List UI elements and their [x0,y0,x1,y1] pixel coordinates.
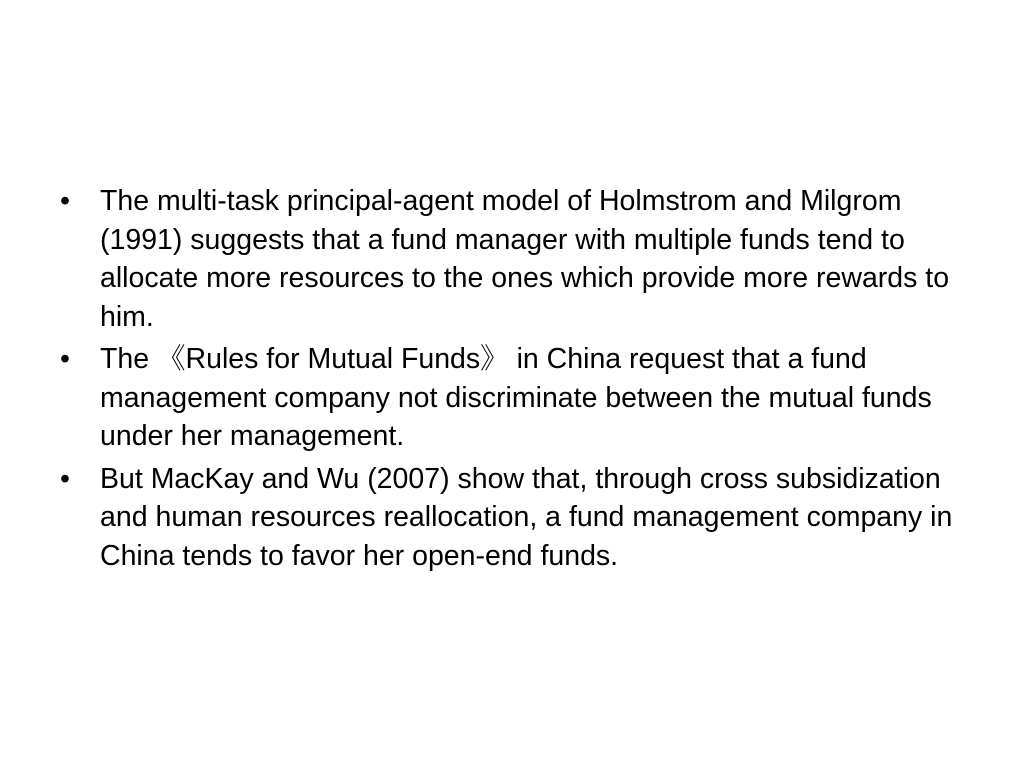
bullet-text: The multi-task principal-agent model of Holmstrom and Milgrom (1991) suggests that a fund manager with multiple funds tend to allocate more resources to the ones which provide more rewards to him. [100,185,950,333]
bullet-text: But MacKay and Wu (2007) show that, through cross subsidization and human resources reallocation, a fund management company in China tends to favor her open-end funds. [100,462,953,572]
bullet-marker: • [60,185,70,217]
bullet-item [60,460,960,576]
bullet-marker: • [60,343,70,375]
bullet-marker: • [60,462,70,495]
bullet-item [60,340,960,456]
bullet-text: The 《Rules for Mutual Funds》 in China request that a fund management company not discriminate between the mutual funds under her management. [100,343,932,452]
bullet-item [60,182,960,336]
bullet-list [60,182,960,579]
